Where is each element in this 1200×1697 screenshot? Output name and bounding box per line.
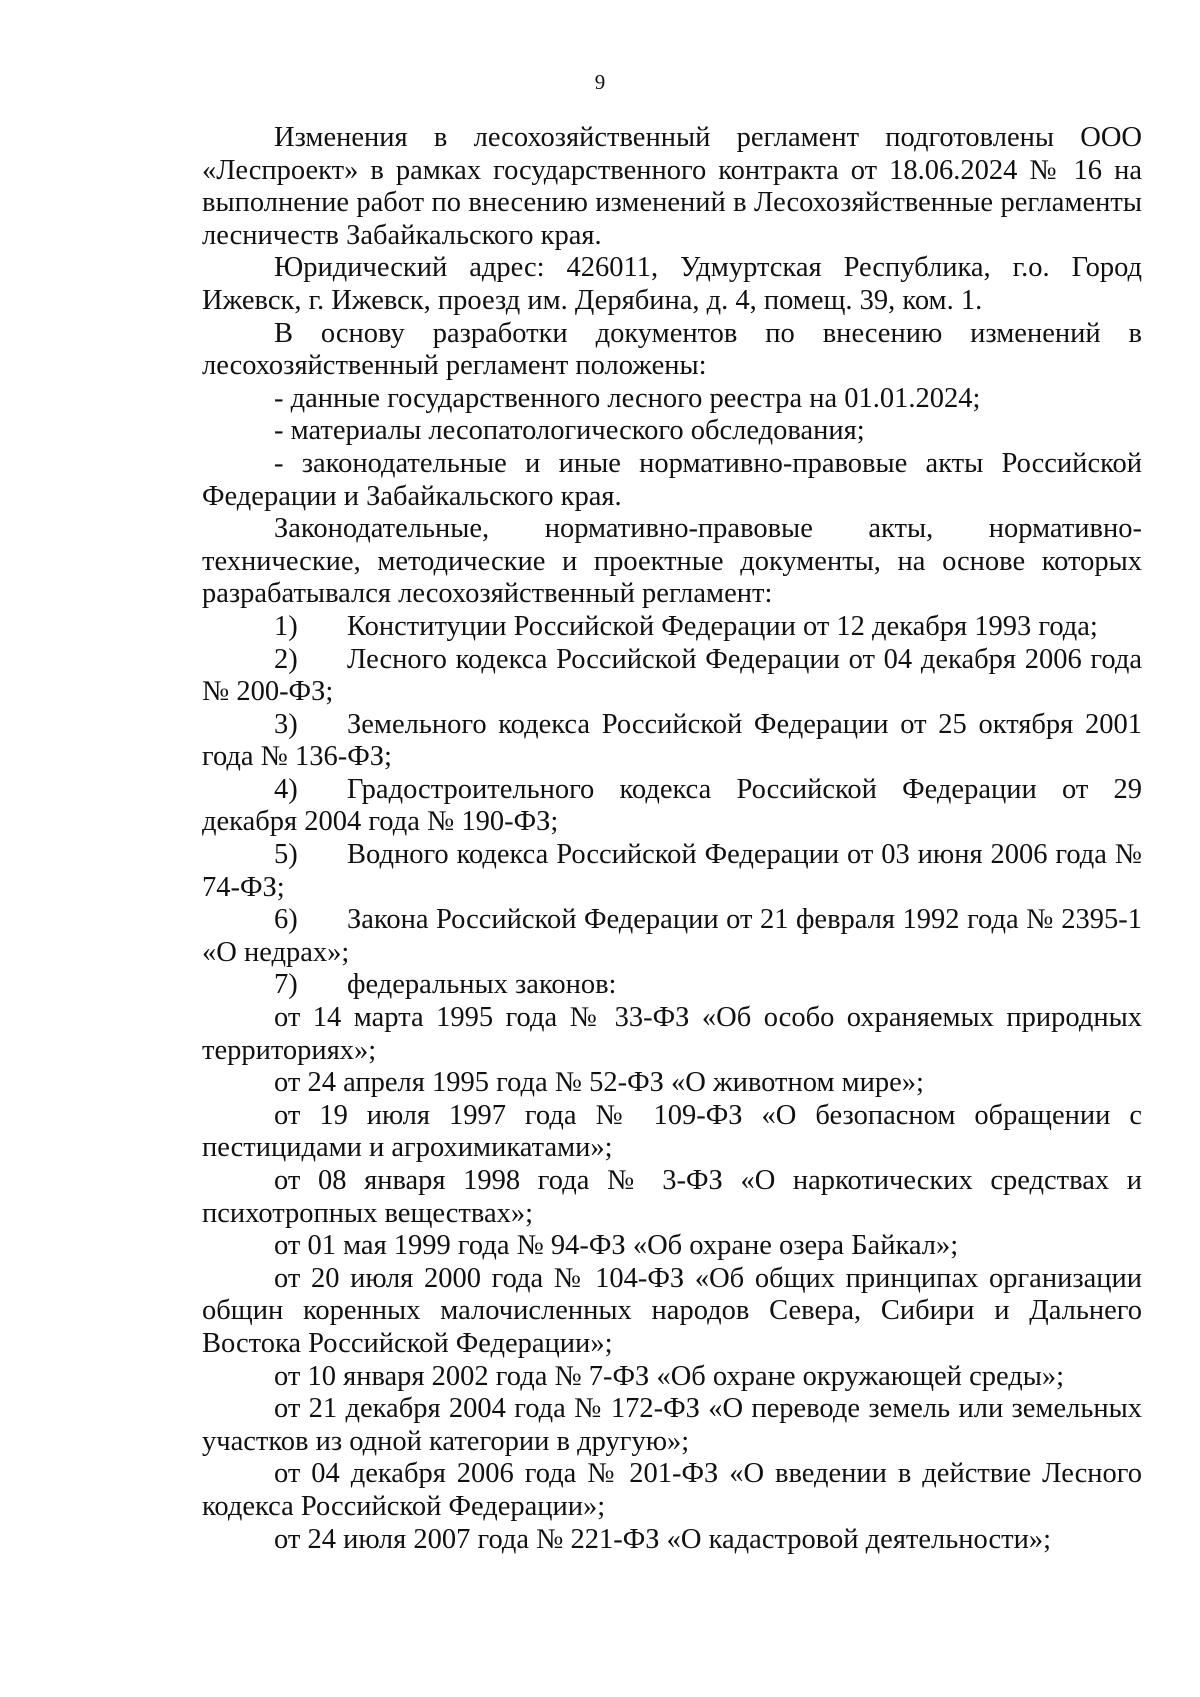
- item-number: 3): [274, 708, 298, 740]
- numbered-item-3: [202, 709, 1142, 774]
- federal-law-item: от 08 января 1998 года № 3-ФЗ «О наркотических средствах и психотропных веществах»;: [202, 1165, 1142, 1229]
- paragraph-basis-item-1: - данные государственного лесного реестра на 01.01.2024;: [274, 382, 981, 414]
- numbered-item-2: [202, 644, 1142, 709]
- federal-law-item: от 04 декабря 2006 года № 201-ФЗ «О введении в действие Лесного кодекса Российской Федерации»;: [202, 1458, 1142, 1522]
- numbered-item-4: [202, 774, 1142, 839]
- paragraph-developer: Изменения в лесохозяйственный регламент подготовлены ООО «Леспроект» в рамках государственного контракта от 18.06.2024 № 16 на выполнение работ по внесению изменений в Лесохозяйственные регламенты лесничеств Забайкальского края.: [202, 122, 1142, 251]
- numbered-item-5: [202, 839, 1142, 904]
- item-text: Водного кодекса Российской Федерации от 03 июня 2006 года № 74-ФЗ;: [202, 839, 1142, 903]
- item-text: федеральных законов:: [347, 969, 617, 1001]
- numbered-item-1: [202, 611, 1142, 644]
- federal-law-item: от 19 июля 1997 года № 109-ФЗ «О безопасном обращении с пестицидами и агрохимикатами»;: [202, 1099, 1142, 1164]
- federal-law-item: от 14 марта 1995 года № 33-ФЗ «Об особо охраняемых природных территориях»;: [202, 1002, 1142, 1066]
- paragraph-basis: В основу разработки документов по внесению изменений в лесохозяйственный регламент положены:: [202, 317, 1142, 382]
- numbered-item-6: [202, 904, 1142, 969]
- item-number: 6): [274, 904, 298, 936]
- item-text: Закона Российской Федерации от 21 февраля 1992 года № 2395-1 «О недрах»;: [202, 904, 1142, 968]
- federal-law-item: от 01 мая 1999 года № 94-ФЗ «Об охране озера Байкал»;: [274, 1230, 959, 1262]
- federal-law-item: от 20 июля 2000 года № 104-ФЗ «Об общих принципах организации общин коренных малочисленных народов Севера, Сибири и Дальнего Востока Российской Федерации»;: [202, 1262, 1142, 1359]
- item-text: Лесного кодекса Российской Федерации от 04 декабря 2006 года № 200-ФЗ;: [202, 643, 1142, 708]
- paragraph-basis-item-3: - законодательные и иные нормативно-правовые акты Российской Федерации и Забайкальского края.: [202, 447, 1142, 512]
- federal-law-item: от 24 июля 2007 года № 221-ФЗ «О кадастровой деятельности»;: [274, 1523, 1051, 1555]
- item-number: 4): [274, 773, 298, 805]
- paragraph-legal-address: Юридический адрес: 426011, Удмуртская Республика, г.о. Город Ижевск, г. Ижевск, проезд им. Дерябина, д. 4, помещ. 39, ком. 1.: [202, 252, 1142, 316]
- document-body: [202, 122, 1142, 1556]
- item-number: 2): [274, 643, 298, 675]
- item-text: Градостроительного кодекса Российской Федерации от 29 декабря 2004 года № 190-ФЗ;: [202, 773, 1142, 838]
- item-number: 5): [274, 839, 298, 871]
- item-number: 7): [274, 969, 298, 1001]
- item-number: 1): [274, 610, 298, 642]
- federal-law-item: от 10 января 2002 года № 7-ФЗ «Об охране окружающей среды»;: [274, 1360, 1065, 1392]
- federal-law-item: от 24 апреля 1995 года № 52-ФЗ «О животном мире»;: [274, 1067, 924, 1099]
- page-number: 9: [594, 70, 606, 94]
- paragraph-basis-item-2: - материалы лесопатологического обследования;: [274, 415, 865, 447]
- numbered-item-7: [202, 969, 1142, 1002]
- item-text: Земельного кодекса Российской Федерации от 25 октября 2001 года № 136-ФЗ;: [202, 708, 1142, 773]
- paragraph-documents-intro: Законодательные, нормативно-правовые акты, нормативно-технические, методические и проектные документы, на основе которых разрабатывался лесохозяйственный регламент:: [202, 513, 1142, 610]
- federal-law-item: от 21 декабря 2004 года № 172-ФЗ «О переводе земель или земельных участков из одной категории в другую»;: [202, 1393, 1142, 1457]
- item-text: Конституции Российской Федерации от 12 декабря 1993 года;: [347, 610, 1098, 642]
